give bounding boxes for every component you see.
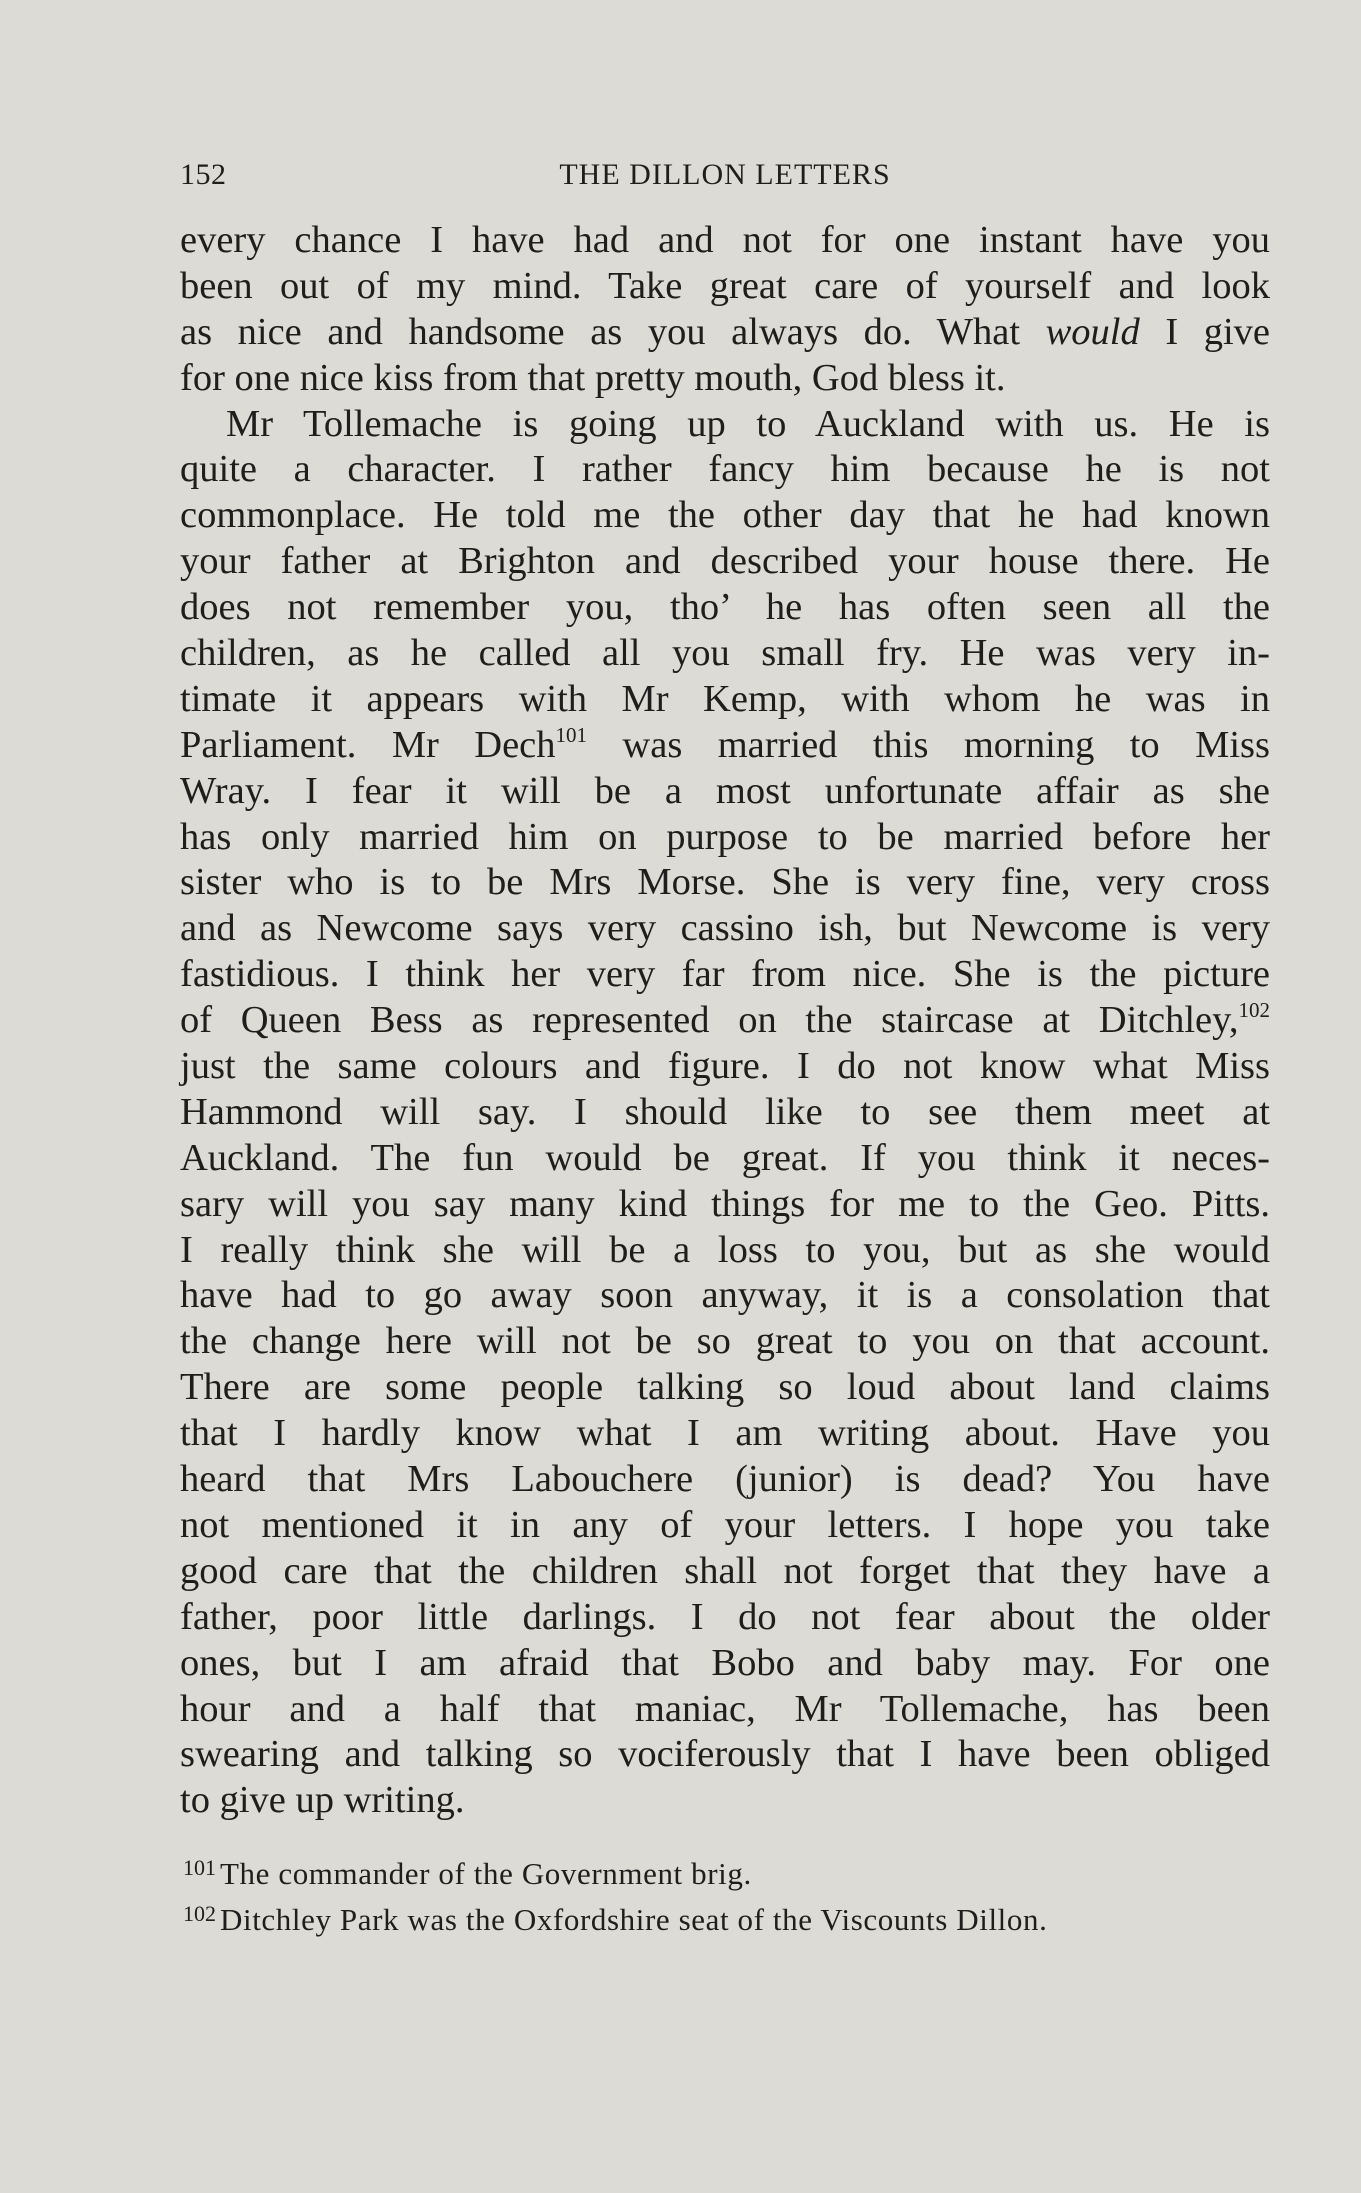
text-line: father, poor little darlings. I do not fear about the older <box>180 1595 1270 1638</box>
text-line: to give up writing. <box>180 1779 465 1822</box>
text-line: heard that Mrs Labouchere (junior) is dead? You have <box>180 1458 1270 1501</box>
text-line: as nice and handsome as you always do. What would I give <box>180 310 1271 353</box>
footnote-102 <box>183 1894 1283 1940</box>
text-line: sary will you say many kind things for me to the Geo. Pitts. <box>180 1182 1270 1225</box>
footnote-101 <box>183 1848 1283 1894</box>
text-line: have had to go away soon anyway, it is a consolation that <box>180 1274 1270 1317</box>
text-line: for one nice kiss from that pretty mouth, God bless it. <box>180 356 1006 399</box>
text-line: every chance I have had and not for one instant have you <box>180 219 1270 261</box>
footnote-text: The commander of the Government brig. <box>220 1856 752 1891</box>
text-line: has only married him on purpose to be married before her <box>180 815 1270 858</box>
footnote-number: 101 <box>183 1855 216 1880</box>
text-line: quite a character. I rather fancy him because he is not <box>180 448 1270 491</box>
text-line: Wray. I fear it will be a most unfortunate affair as she <box>180 769 1270 812</box>
text-line: timate it appears with Mr Kemp, with whom he was in <box>180 677 1270 720</box>
text-line: ones, but I am afraid that Bobo and baby may. For one <box>180 1641 1270 1684</box>
text-line: I really think she will be a loss to you, but as she would <box>180 1228 1270 1271</box>
text-line: and as Newcome says very cassino ish, but Newcome is very <box>180 907 1270 950</box>
text-line: your father at Brighton and described your house there. He <box>180 540 1270 583</box>
footnote-ref-102: 102 <box>1238 998 1270 1023</box>
text-line: There are some people talking so loud about land claims <box>180 1366 1270 1409</box>
text-line: children, as he called all you small fry. He was very in- <box>180 632 1270 675</box>
text-line: that I hardly know what I am writing about. Have you <box>180 1412 1270 1455</box>
emphasis: would <box>1045 310 1140 353</box>
footnote-text: Ditchley Park was the Oxfordshire seat of the Viscounts Dillon. <box>220 1902 1048 1937</box>
text-line: swearing and talking so vociferously that I have been obliged <box>180 1733 1270 1776</box>
text-line: not mentioned it in any of your letters. I hope you take <box>180 1503 1270 1546</box>
text-line: hour and a half that maniac, Mr Tollemache, has been <box>180 1687 1270 1730</box>
text-line: been out of my mind. Take great care of yourself and look <box>180 264 1270 307</box>
text-line: of Queen Bess as represented on the staircase at Ditchley,$^{102}$ <box>180 998 1270 1042</box>
text-line: the change here will not be so great to you on that account. <box>180 1320 1270 1363</box>
running-title: THE DILLON LETTERS <box>559 158 891 191</box>
text-line: Mr Tollemache is going up to Auckland with us. He is <box>226 402 1270 445</box>
footnote-number: 102 <box>183 1901 216 1926</box>
text-line: sister who is to be Mrs Morse. She is very fine, very cross <box>180 861 1270 904</box>
text-line: Auckland. The fun would be great. If you think it neces- <box>180 1136 1270 1179</box>
text-line: Parliament. Mr Dech$^{101}$ was married this morning to Miss <box>180 722 1270 766</box>
text-line: does not remember you, tho’ he has often seen all the <box>180 586 1270 629</box>
footnotes <box>183 1848 1283 1940</box>
page-header <box>180 158 1270 198</box>
body-text <box>180 218 1270 1824</box>
text-line: commonplace. He told me the other day that he had known <box>180 494 1270 537</box>
text-line: Hammond will say. I should like to see them meet at <box>180 1090 1270 1133</box>
text-line: fastidious. I think her very far from nice. She is the picture <box>180 953 1270 996</box>
footnote-ref-101: 101 <box>555 722 588 747</box>
page-number: 152 <box>180 158 227 191</box>
text-line: just the same colours and figure. I do not know what Miss <box>180 1045 1270 1088</box>
text-line: good care that the children shall not forget that they have a <box>180 1549 1270 1592</box>
